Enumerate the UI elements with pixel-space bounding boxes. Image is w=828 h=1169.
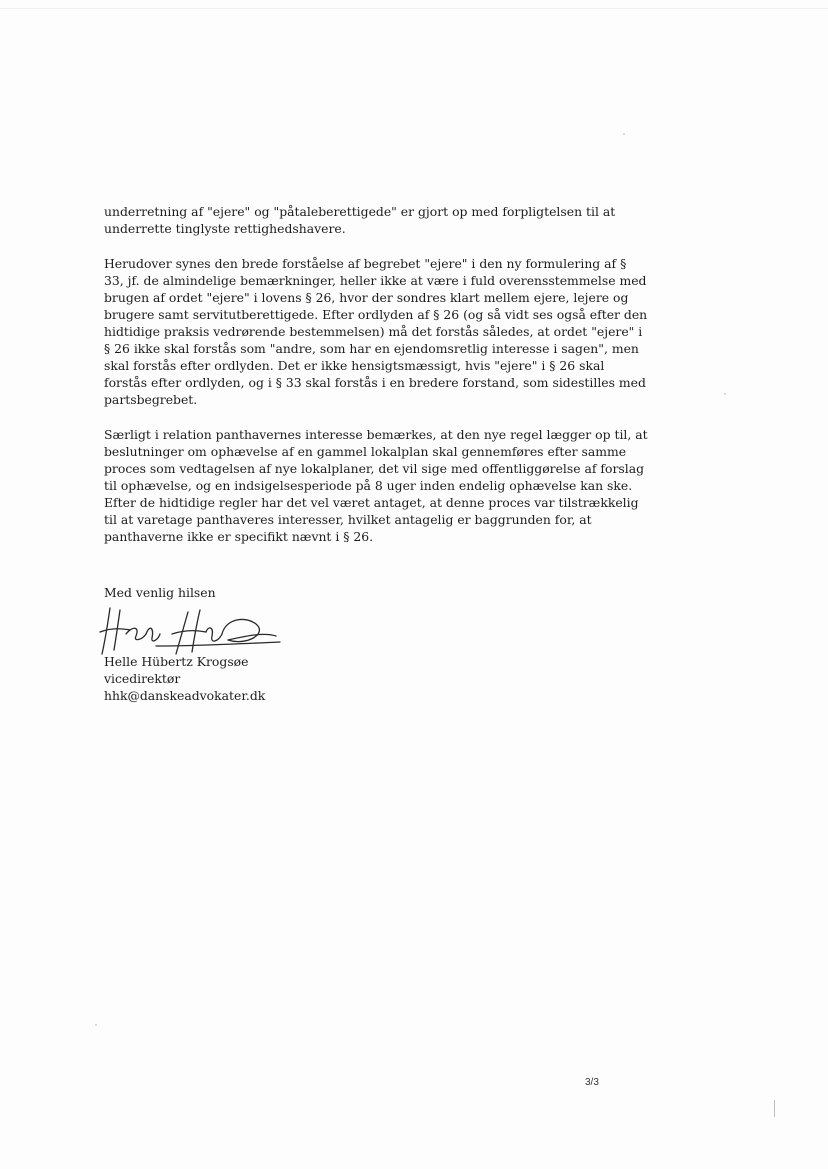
- signature-block: [104, 653, 265, 704]
- text-line: Efter de hidtidige regler har det vel været antaget, at denne proces var tilstrækkelig: [104, 495, 639, 510]
- text-line: forstås efter ordlyden, og i § 33 skal forstås i en bredere forstand, som sidestilles med: [104, 375, 646, 390]
- signatory-name: Helle Hübertz Krogsøe: [104, 654, 249, 669]
- paragraph-3: [104, 426, 648, 545]
- text-line: til at varetage panthaveres interesser, hvilket antagelig er baggrunden for, at: [104, 512, 592, 527]
- text-line: § 26 ikke skal forstås som "andre, som har en ejendomsretlig interesse i sagen", men: [104, 341, 639, 356]
- text-line: Særligt i relation panthavernes interesse bemærkes, at den nye regel lægger op til, at: [104, 427, 648, 442]
- signatory-title: vicedirektør: [104, 671, 181, 686]
- paragraph-2: [104, 255, 648, 408]
- text-line: beslutninger om ophævelse af en gammel lokalplan skal gennemføres efter samme: [104, 444, 627, 459]
- text-line: panthaverne ikke er specifikt nævnt i § 26.: [104, 529, 374, 544]
- paragraph-1: [104, 203, 616, 237]
- text-line: proces som vedtagelsen af nye lokalplaner, det vil sige med offentliggørelse af forslag: [104, 461, 645, 476]
- text-line: underretning af "ejere" og "påtaleberettigede" er gjort op med forpligtelsen til at: [104, 204, 616, 219]
- scan-speck: [95, 1024, 97, 1026]
- text-line: brugen af ordet "ejere" i lovens § 26, hvor der sondres klart mellem ejere, lejere og: [104, 290, 629, 305]
- text-line: skal forstås efter ordlyden. Det er ikke hensigtsmæssigt, hvis "ejere" i § 26 skal: [104, 358, 605, 373]
- text-line: 33, jf. de almindelige bemærkninger, heller ikke at være i fuld overensstemmelse med: [104, 273, 647, 288]
- text-line: partsbegrebet.: [104, 392, 198, 407]
- text-line: hidtidige praksis vedrørende bestemmelsen) må det forstås således, at ordet "ejere" i: [104, 324, 643, 339]
- page-top-edge: [0, 8, 828, 9]
- letter-body: [104, 203, 648, 563]
- text-line: til ophævelse, og en indsigelsesperiode på 8 uger inden endelig ophævelse kan ske.: [104, 478, 633, 493]
- text-line: Herudover synes den brede forståelse af begrebet "ejere" i den ny formulering af §: [104, 256, 627, 271]
- text-line: underrette tinglyste rettighedshavere.: [104, 221, 346, 236]
- scan-speck: [724, 393, 726, 395]
- handwritten-signature: [96, 604, 286, 658]
- page-number: 3/3: [585, 1077, 599, 1088]
- signatory-email: hhk@danskeadvokater.dk: [104, 688, 266, 703]
- text-line: brugere samt servitutberettigede. Efter ordlyden af § 26 (og så vidt ses også efter den: [104, 307, 648, 322]
- scan-artifact: [774, 1100, 775, 1117]
- scan-speck: [623, 133, 625, 135]
- closing-salutation: Med venlig hilsen: [104, 585, 216, 600]
